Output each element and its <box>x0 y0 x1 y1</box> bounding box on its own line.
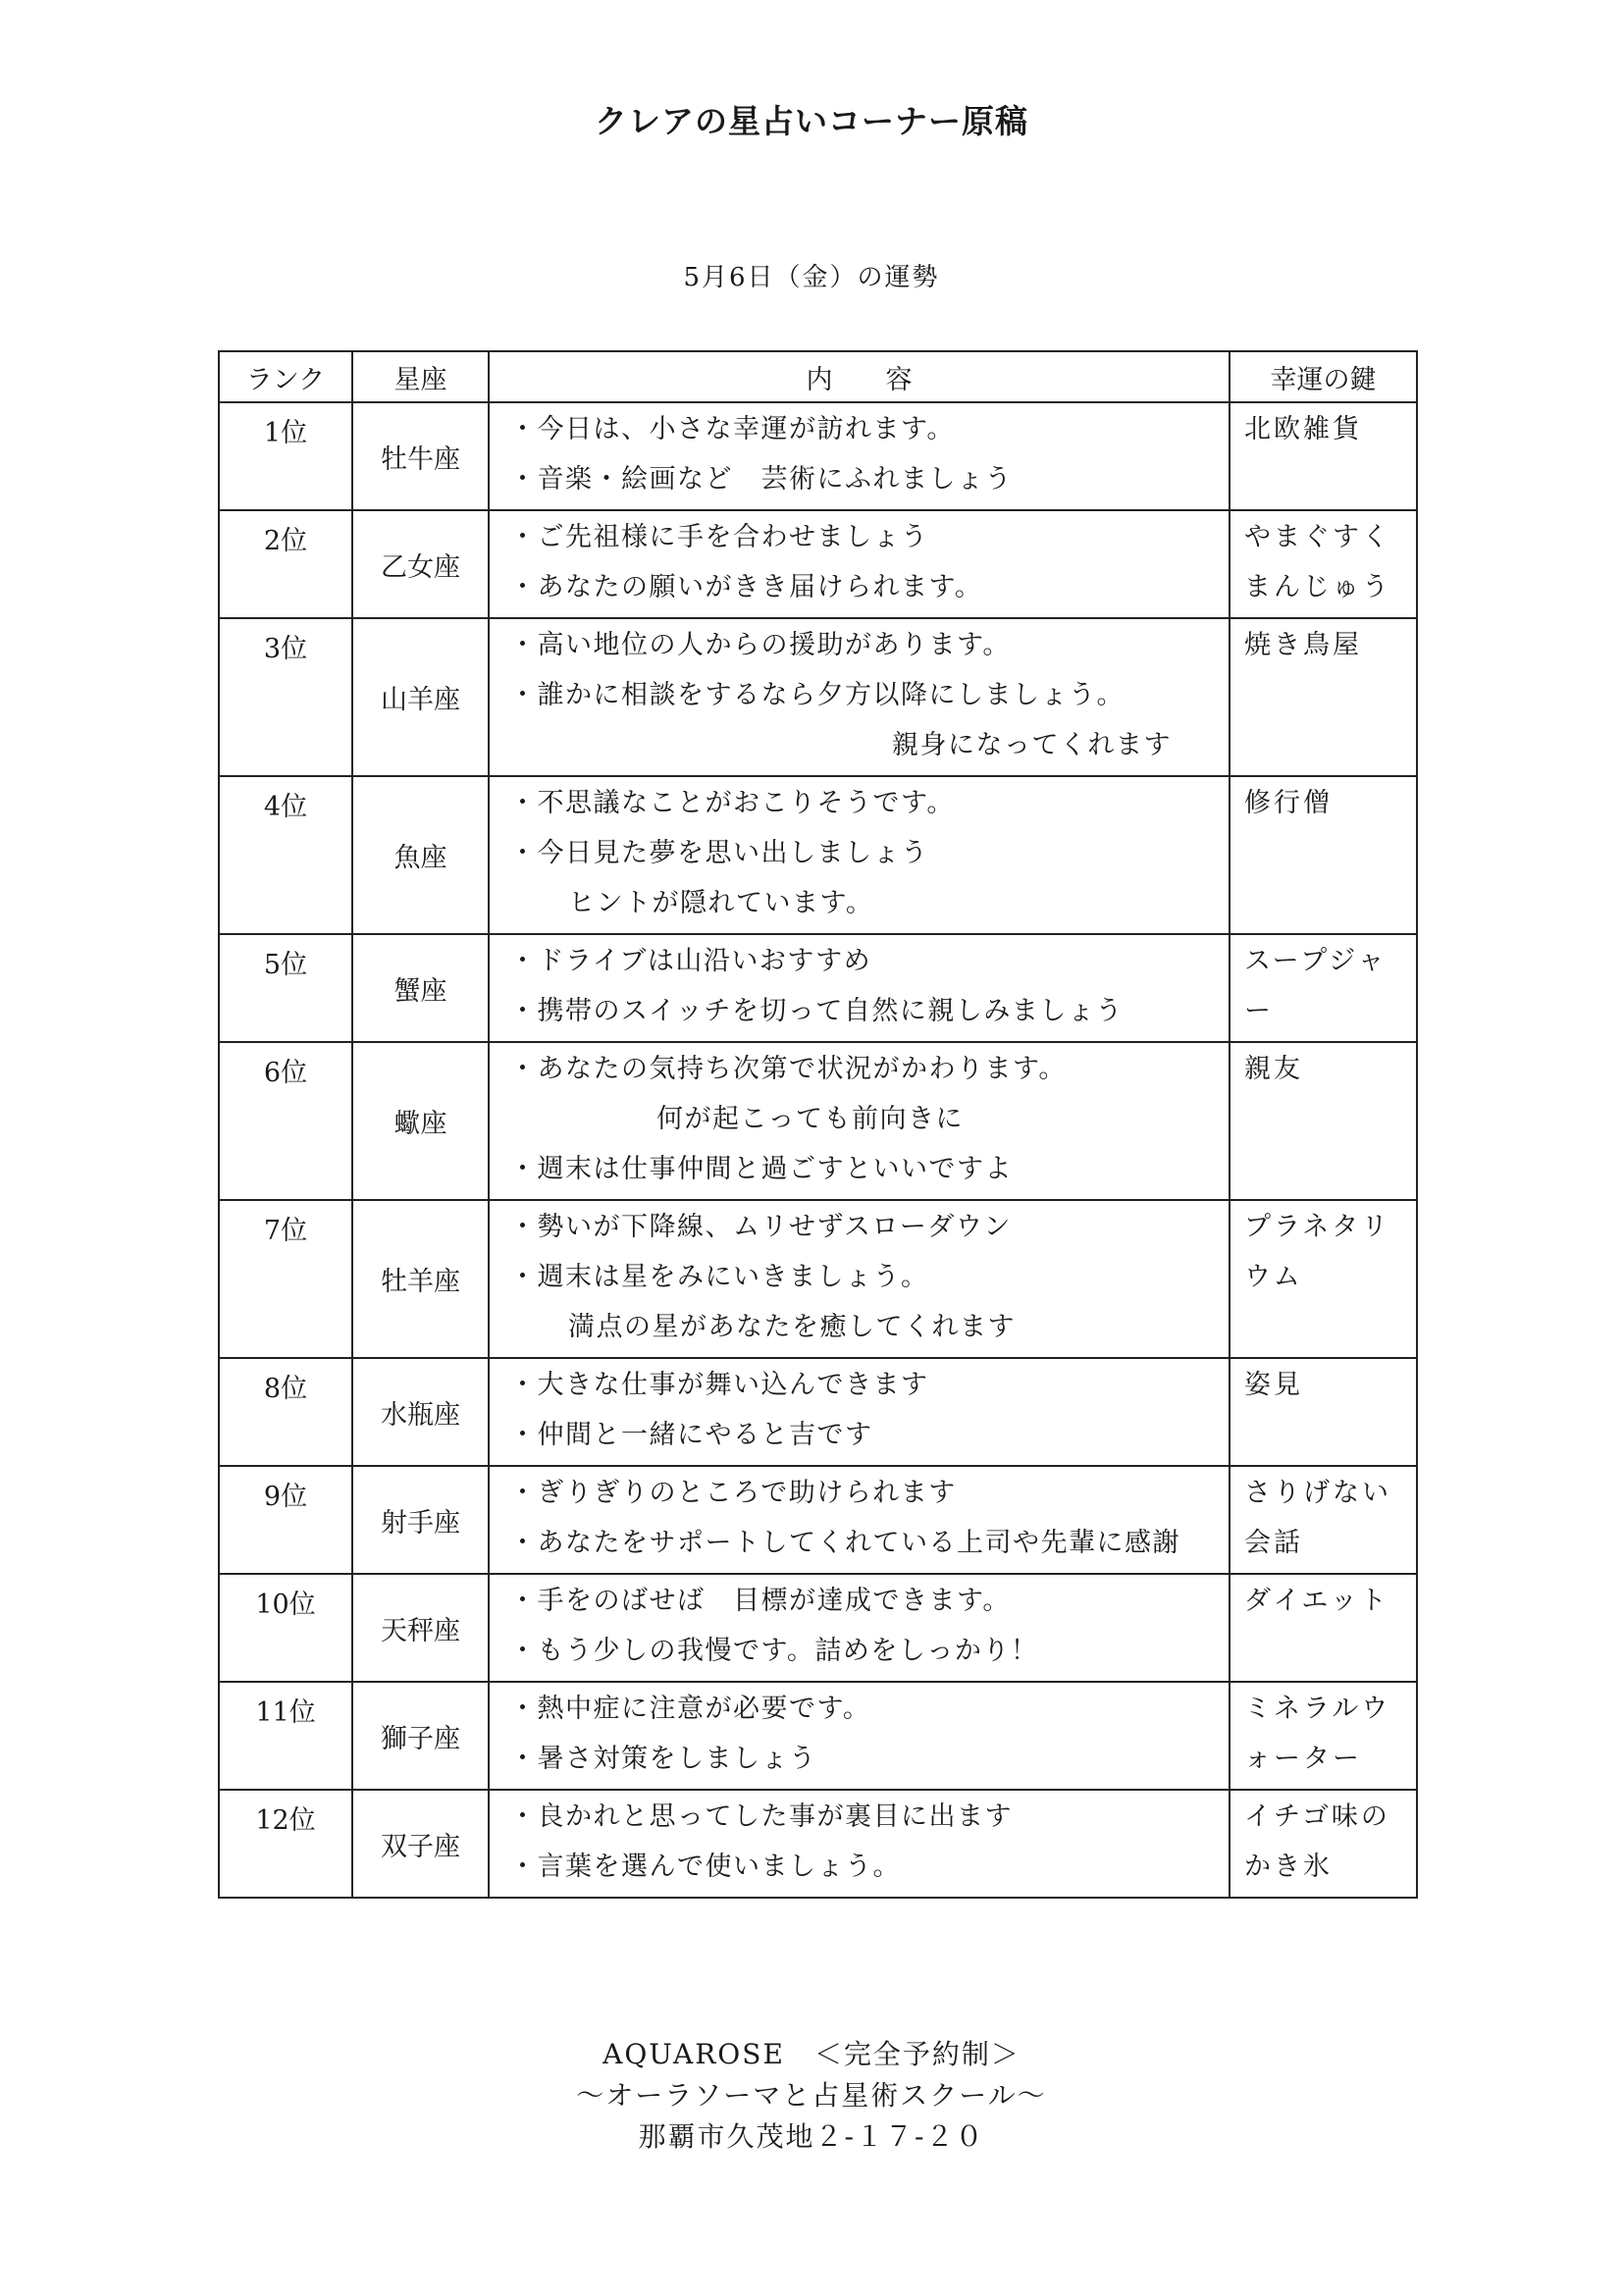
fortune-line: ・あなたの気持ち次第で状況がかわります。 <box>509 1054 1067 1084</box>
header-sign: 星座 <box>352 351 489 402</box>
lucky-key-line: ダイエット <box>1244 1586 1389 1616</box>
fortune-line: ・週末は星をみにいきましょう。 <box>509 1262 929 1292</box>
rank-cell: 10位 <box>219 1574 352 1682</box>
fortune-line: ・週末は仕事仲間と過ごすといいですよ <box>509 1154 1013 1184</box>
footer-school-name: AQUAROSE ＜完全予約制＞ <box>602 2038 1021 2070</box>
fortune-line: ・勢いが下降線、ムリせずスローダウン <box>509 1212 1012 1242</box>
fortune-line: ・誰かに相談をするなら夕方以降にしましょう。 <box>509 680 1125 710</box>
zodiac-sign-cell: 天秤座 <box>352 1574 489 1682</box>
fortune-line: ・音楽・絵画など 芸術にふれましょう <box>509 464 1013 495</box>
rank-cell: 7位 <box>219 1200 352 1358</box>
header-lucky-key: 幸運の鍵 <box>1230 351 1417 402</box>
lucky-key-line: ォーター <box>1244 1744 1362 1774</box>
fortune-content-cell <box>489 1466 1230 1574</box>
lucky-key-line: 焼き鳥屋 <box>1244 630 1362 660</box>
lucky-key-line: さりげない <box>1244 1478 1391 1508</box>
lucky-key-line: スープジャ <box>1244 946 1387 976</box>
fortune-line: ・熱中症に注意が必要です。 <box>509 1694 871 1724</box>
zodiac-sign-cell: 山羊座 <box>352 618 489 776</box>
zodiac-sign-cell: 水瓶座 <box>352 1358 489 1466</box>
lucky-key-line: かき氷 <box>1244 1852 1333 1882</box>
fortune-line: ・今日見た夢を思い出しましょう <box>509 838 929 868</box>
header-rank: ランク <box>219 351 352 402</box>
lucky-key-line: イチゴ味の <box>1244 1801 1390 1832</box>
fortune-line: ヒントが隠れています。 <box>568 888 874 918</box>
table-row <box>219 776 1417 934</box>
rank-cell: 5位 <box>219 934 352 1042</box>
fortune-content-cell <box>489 1682 1230 1790</box>
lucky-key-line: やまぐすく <box>1244 522 1391 552</box>
rank-cell: 2位 <box>219 510 352 618</box>
zodiac-sign-cell: 魚座 <box>352 776 489 934</box>
zodiac-sign-cell: 射手座 <box>352 1466 489 1574</box>
fortune-content-cell <box>489 1200 1230 1358</box>
fortune-line: ・ぎりぎりのところで助けられます <box>509 1478 957 1508</box>
fortune-line: ・暑さ対策をしましょう <box>509 1744 817 1774</box>
fortune-content-cell <box>489 510 1230 618</box>
fortune-content-cell <box>489 934 1230 1042</box>
fortune-line: ・手をのばせば 目標が達成できます。 <box>509 1586 1011 1616</box>
lucky-key-line: 親友 <box>1244 1054 1303 1084</box>
lucky-key-cell <box>1230 1200 1417 1358</box>
fortune-content-cell <box>489 618 1230 776</box>
horoscope-table <box>218 350 1418 1899</box>
table-row <box>219 934 1417 1042</box>
lucky-key-line: ウム <box>1244 1262 1303 1292</box>
fortune-line: 満点の星があなたを癒してくれます <box>568 1312 1016 1342</box>
fortune-content-cell <box>489 776 1230 934</box>
fortune-content-cell <box>489 1358 1230 1466</box>
zodiac-sign-cell: 蟹座 <box>352 934 489 1042</box>
fortune-line: ・大きな仕事が舞い込んできます <box>509 1370 929 1400</box>
lucky-key-cell <box>1230 776 1417 934</box>
lucky-key-line: 北欧雑貨 <box>1244 414 1362 444</box>
rank-cell: 1位 <box>219 402 352 510</box>
fortune-line: ・良かれと思ってした事が裏目に出ます <box>509 1801 1013 1832</box>
table-row <box>219 402 1417 510</box>
rank-cell: 8位 <box>219 1358 352 1466</box>
fortune-line: ・携帯のスイッチを切って自然に親しみましょう <box>509 996 1124 1026</box>
table-row <box>219 618 1417 776</box>
fortune-line: ・言葉を選んで使いましょう。 <box>509 1852 901 1882</box>
footer-subtitle: ～オーラソーマと占星術スクール～ <box>576 2079 1047 2112</box>
table-row <box>219 510 1417 618</box>
fortune-line: ・ご先祖様に手を合わせましょう <box>509 522 929 552</box>
header-content: 内 容 <box>489 351 1230 402</box>
fortune-line: 何が起こっても前向きに <box>656 1104 964 1134</box>
table-row <box>219 1042 1417 1200</box>
table-row <box>219 1682 1417 1790</box>
fortune-line: ・あなたをサポートしてくれている上司や先輩に感謝 <box>509 1528 1180 1558</box>
lucky-key-line: 姿見 <box>1244 1370 1303 1400</box>
fortune-line: ・仲間と一緒にやると吉です <box>509 1420 873 1450</box>
lucky-key-cell <box>1230 618 1417 776</box>
lucky-key-line: ー <box>1244 996 1274 1026</box>
fortune-content-cell <box>489 1574 1230 1682</box>
fortune-line: ・高い地位の人からの援助があります。 <box>509 630 1011 660</box>
lucky-key-cell <box>1230 1790 1417 1898</box>
zodiac-sign-cell: 牡牛座 <box>352 402 489 510</box>
table-row <box>219 1200 1417 1358</box>
lucky-key-cell <box>1230 934 1417 1042</box>
lucky-key-line: 修行僧 <box>1244 788 1333 818</box>
lucky-key-cell <box>1230 1042 1417 1200</box>
fortune-line: ・不思議なことがおこりそうです。 <box>509 788 955 818</box>
fortune-date: 5月6日（金）の運勢 <box>683 263 940 292</box>
lucky-key-line: プラネタリ <box>1244 1212 1391 1242</box>
lucky-key-cell <box>1230 1466 1417 1574</box>
rank-cell: 12位 <box>219 1790 352 1898</box>
lucky-key-cell <box>1230 1358 1417 1466</box>
rank-cell: 11位 <box>219 1682 352 1790</box>
lucky-key-line: まんじゅう <box>1244 572 1391 602</box>
table-row <box>219 1574 1417 1682</box>
fortune-line: ・ドライブは山沿いおすすめ <box>509 946 872 976</box>
lucky-key-cell <box>1230 402 1417 510</box>
zodiac-sign-cell: 獅子座 <box>352 1682 489 1790</box>
table-row <box>219 1358 1417 1466</box>
fortune-content-cell <box>489 1042 1230 1200</box>
table-header-row <box>219 351 1417 402</box>
fortune-line: ・今日は、小さな幸運が訪れます。 <box>509 414 955 444</box>
lucky-key-cell <box>1230 1682 1417 1790</box>
lucky-key-cell <box>1230 1574 1417 1682</box>
rank-cell: 9位 <box>219 1466 352 1574</box>
fortune-content-cell <box>489 402 1230 510</box>
zodiac-sign-cell: 乙女座 <box>352 510 489 618</box>
lucky-key-line: ミネラルウ <box>1244 1694 1391 1724</box>
fortune-line: 親身になってくれます <box>892 730 1172 760</box>
zodiac-sign-cell: 双子座 <box>352 1790 489 1898</box>
fortune-line: ・もう少しの我慢です。詰めをしっかり！ <box>509 1636 1039 1666</box>
lucky-key-cell <box>1230 510 1417 618</box>
page-title: クレアの星占いコーナー原稿 <box>595 102 1028 140</box>
zodiac-sign-cell: 蠍座 <box>352 1042 489 1200</box>
rank-cell: 6位 <box>219 1042 352 1200</box>
table-row <box>219 1790 1417 1898</box>
fortune-content-cell <box>489 1790 1230 1898</box>
rank-cell: 4位 <box>219 776 352 934</box>
lucky-key-line: 会話 <box>1244 1528 1303 1558</box>
zodiac-sign-cell: 牡羊座 <box>352 1200 489 1358</box>
footer-address: 那覇市久茂地２-１７-２０ <box>638 2120 985 2153</box>
table-row <box>219 1466 1417 1574</box>
fortune-line: ・あなたの願いがきき届けられます。 <box>509 572 983 602</box>
rank-cell: 3位 <box>219 618 352 776</box>
